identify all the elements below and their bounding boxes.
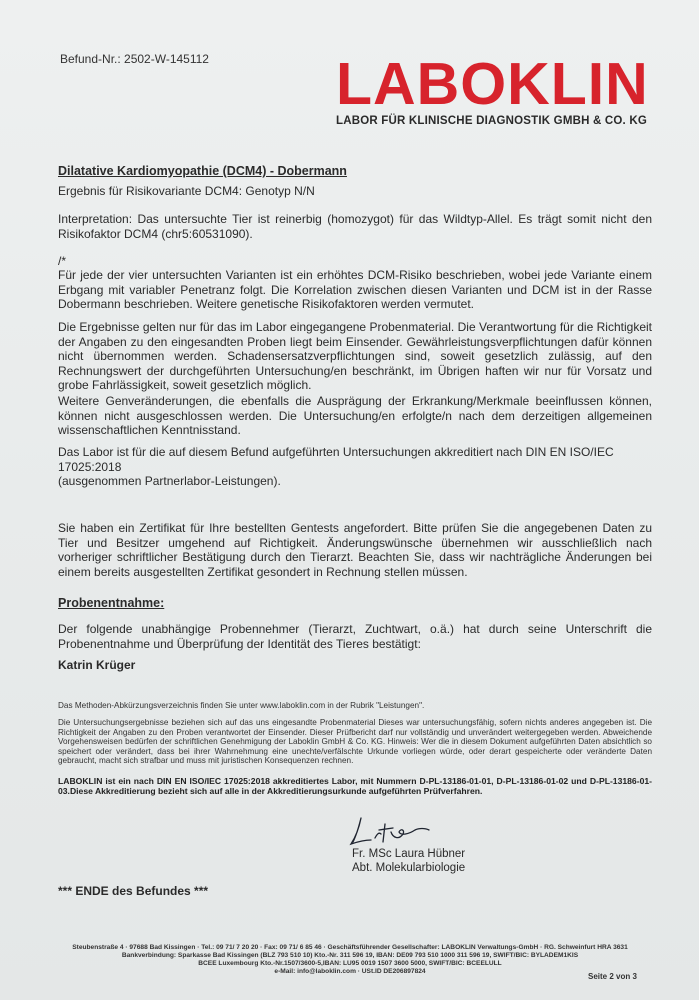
other-variants-disclaimer: Weitere Genveränderungen, die ebenfalls die Ausprägung der Erkrankung/Merkmale beeinflussen können, können nicht ausgeschlossen werden. Die Untersuchung/en erfolgte/n nach dem derzeitigen allgemeinen wissenschaftlichen Kenntnisstand. (58, 394, 652, 437)
variant-note: Für jede der vier untersuchten Varianten ist ein erhöhtes DCM-Risiko beschrieben, wobei jede Variante einem Erbgang mit variabler Penetranz folgt. Die Korrelation zwischen diesen Varianten und DCM ist in der Rasse Dobermann beschrieben. Weitere genetische Risikofaktoren werden vermutet. (58, 268, 652, 311)
lab-accreditation-note: LABOKLIN ist ein nach DIN EN ISO/IEC 17025:2018 akkreditiertes Labor, mit Nummern D-PL-13186-01-01, D-PL-13186-01-02 und D-PL-13186-01-03.Diese Akkreditierung bezieht sich auf alle in der Akkreditierungsurkunde aufgeführten Prüfverfahren. (58, 776, 652, 797)
accreditation-line-1: Das Labor ist für die auf diesem Befund aufgeführten Untersuchungen akkreditiert nach DIN EN ISO/IEC (58, 445, 614, 459)
footer-address: Steubenstraße 4 · 97688 Bad Kissingen · Tel.: 09 71/ 7 20 20 · Fax: 09 71/ 6 85 46 · Geschäftsführender Gesellschafter: LABOKLIN Verwaltungs-GmbH · RG. Schweinfurt HRA 3631 (72, 944, 628, 951)
company-footer (40, 944, 660, 976)
liability-disclaimer: Die Ergebnisse gelten nur für das im Labor eingegangene Probenmaterial. Die Verantwortung für die Richtigkeit der Angaben zu den eingesandten Proben liegt beim Einsender. Gewährleistungsverpflichtungen dafür können nicht übernommen werden. Schadensersatzverpflichtungen sind, soweit gesetzlich zulässig, auf den Rechnungswert der durchgeführten Untersuchung/en beschränkt, im Übrigen haften wir nur für Vorsatz und grobe Fahrlässigkeit, soweit gesetzlich möglich. (58, 320, 652, 392)
report-number: Befund-Nr.: 2502-W-145112 (60, 52, 209, 66)
footer-bank-lux: BCEE Luxembourg Kto.-Nr.1507/3600-5,IBAN: LU95 0019 1507 3600 5000, SWIFT/BIC: BCEELULL (198, 960, 502, 967)
sampling-text: Der folgende unabhängige Probennehmer (Tierarzt, Zuchtwart, o.ä.) hat durch seine Unterschrift die Probenentnahme und Überprüfung der Identität des Tieres bestätigt: (58, 622, 652, 651)
accreditation-line-3: (ausgenommen Partnerlabor-Leistungen). (58, 474, 281, 488)
accreditation-statement (58, 445, 652, 489)
signer-name: Fr. MSc Laura Hübner (352, 848, 466, 860)
footer-bank: Bankverbindung: Sparkasse Bad Kissingen (BLZ 793 510 10) Kto.-Nr. 311 596 19, IBAN: DE09 793 510 1000 311 596 19, SWIFT/BIC: BYLADEM1KIS (121, 952, 579, 959)
sampler-name: Katrin Krüger (58, 658, 136, 672)
test-title: Dilatative Kardiomyopathie (DCM4) - Dobermann (58, 164, 347, 178)
footer-contact: e-Mail: info@laboklin.com · USt.ID DE206897824 (274, 968, 426, 975)
sampling-heading: Probenentnahme: (58, 596, 165, 610)
signer-block (352, 848, 465, 875)
genotype-result: Ergebnis für Risikovariante DCM4: Genotyp N/N (58, 184, 315, 198)
logo-wordmark: LABOKLIN (336, 51, 649, 117)
handwritten-signature (345, 812, 435, 848)
logo-subtitle: LABOR FÜR KLINISCHE DIAGNOSTIK GMBH & CO. KG (336, 115, 647, 127)
comment-marker: /* (58, 254, 67, 268)
accreditation-line-2: 17025:2018 (58, 459, 122, 474)
end-of-report: *** ENDE des Befundes *** (58, 884, 209, 898)
laboklin-logo (336, 51, 672, 127)
signer-department: Abt. Molekularbiologie (352, 861, 466, 874)
validity-note: Die Untersuchungsergebnisse beziehen sich auf das uns eingesandte Probenmaterial Dieses war untersuchungsfähig, sofern nichts anderes angegeben ist. Die Richtigkeit der Angaben zu den Proben verantwortet der Einsender. Dieser Prüfbericht darf nur vollständig und unverändert weitergegeben werden. Abweichende Vorgehensweisen bedürfen der schriftlichen Genehmigung der Laboklin GmbH & Co. KG. Hinweis: Wer die in diesem Dokument aufgeführten Daten absichtlich so speichert oder verändert, dass bei ihrer Wahrnehmung eine unechte/verfälschte Urkunde vorliegen würde, oder derart gespeicherte oder veränderte Daten gebraucht, macht sich strafbar und muss mit juristischen Konsequenzen rechnen. (58, 718, 652, 766)
interpretation-text: Interpretation: Das untersuchte Tier ist reinerbig (homozygot) für das Wildtyp-Allel. Es trägt somit nicht den Risikofaktor DCM4 (chr5:60531090). (58, 212, 652, 241)
methods-note: Das Methoden-Abkürzungsverzeichnis finden Sie unter www.laboklin.com in der Rubrik "Leistungen". (58, 701, 425, 710)
certificate-notice: Sie haben ein Zertifikat für Ihre bestellten Gentests angefordert. Bitte prüfen Sie die angegebenen Daten zu Tier und Besitzer umgehend auf Richtigkeit. Änderungswünsche übernehmen wir ausschließlich nach vorheriger schriftlicher Bestätigung durch den Tierarzt. Beachten Sie, dass wir nachträgliche Änderungen bei einem bereits ausgestellten Zertifikat gesondert in Rechnung stellen müssen. (58, 521, 652, 579)
page-number: Seite 2 von 3 (588, 972, 637, 981)
